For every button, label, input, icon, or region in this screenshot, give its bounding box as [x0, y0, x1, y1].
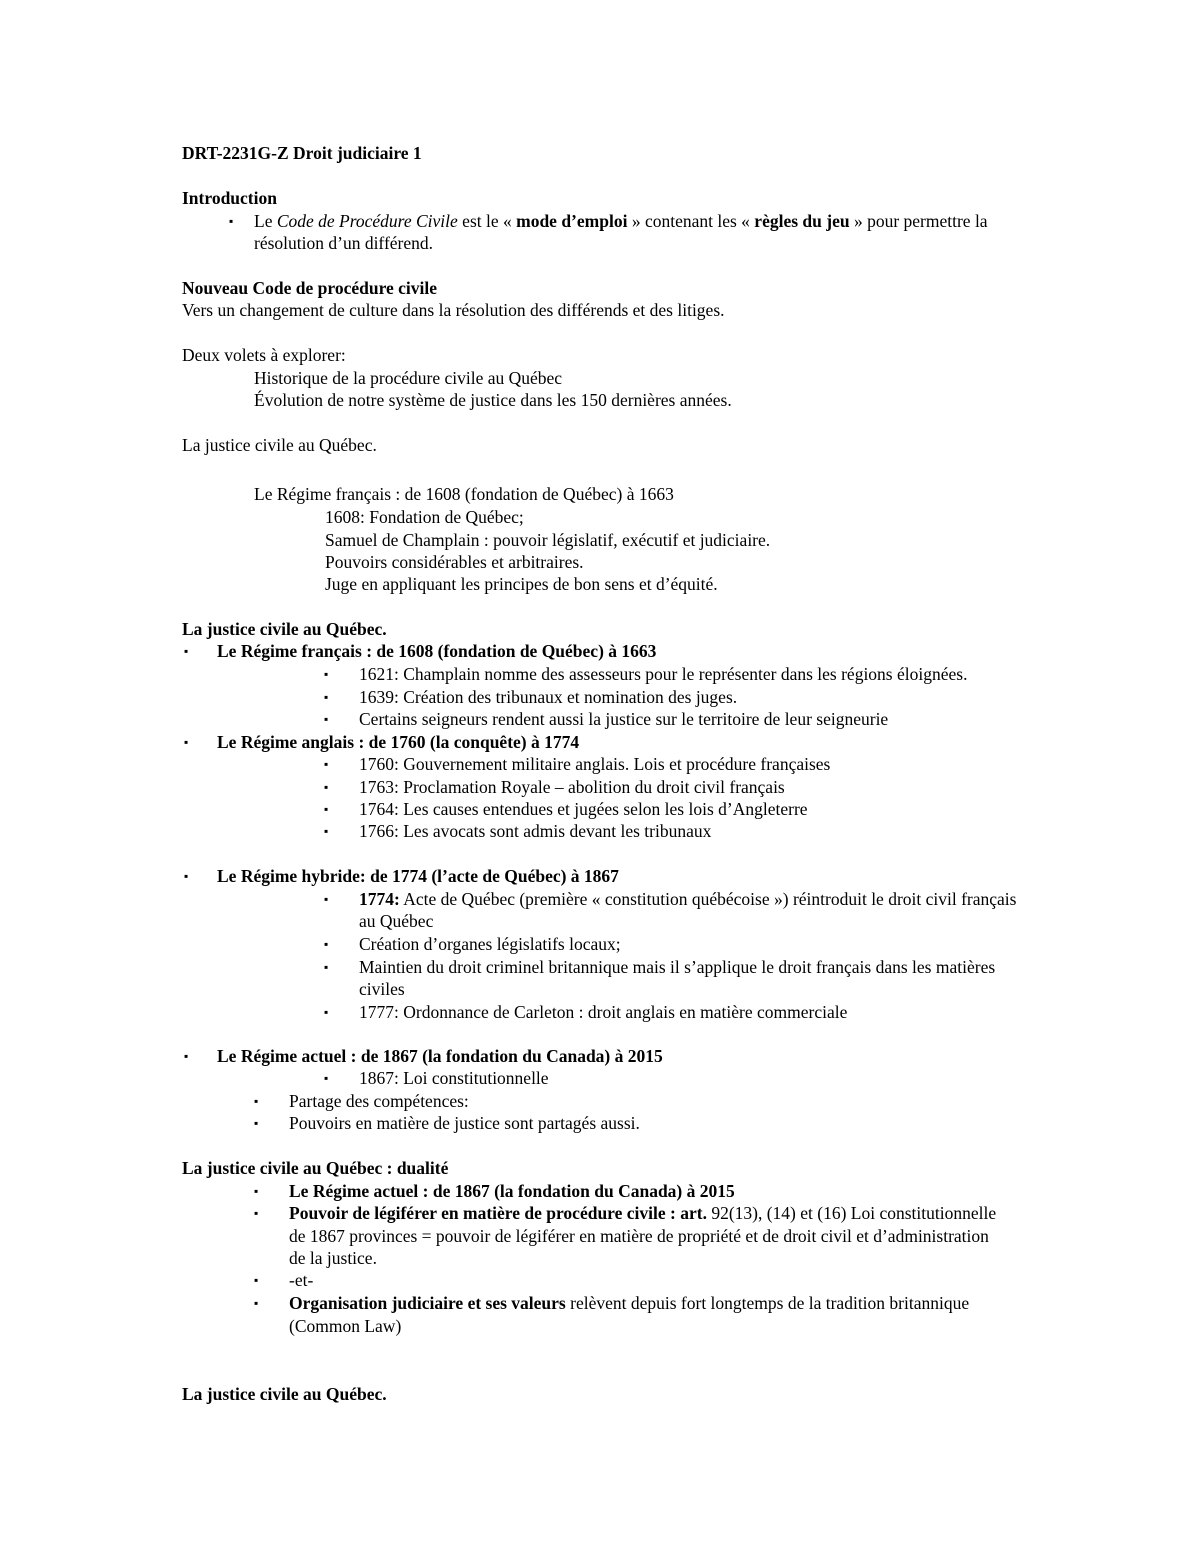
bullet-icon: ▪: [184, 1049, 189, 1063]
list-item: Juge en appliquant les principes de bon sens et d’équité.: [325, 574, 718, 594]
list-item: 1764: Les causes entendues et jugées selon les lois d’Angleterre: [359, 799, 808, 819]
list-item: Pouvoirs considérables et arbitraires.: [325, 552, 584, 572]
volet-item: Historique de la procédure civile au Québec: [254, 368, 563, 388]
regime-heading: Le Régime hybride: de 1774 (l’acte de Québec) à 1867: [217, 866, 619, 886]
bullet-icon: ▪: [324, 1005, 329, 1019]
intro-line-1: Le Code de Procédure Civile est le « mode d’emploi » contenant les « règles du jeu » pour permettre la: [254, 211, 988, 231]
intro-heading: Introduction: [182, 188, 277, 208]
volet-item: Évolution de notre système de justice dans les 150 dernières années.: [254, 390, 732, 410]
list-item-cont: de 1867 provinces = pouvoir de légiférer en matière de propriété et de droit civil et d’administration: [289, 1226, 989, 1246]
list-item: 1639: Création des tribunaux et nomination des juges.: [359, 687, 738, 707]
bullet-icon: ▪: [324, 1071, 329, 1085]
intro-line-2: résolution d’un différend.: [254, 233, 434, 253]
bullet-icon: ▪: [324, 824, 329, 838]
list-item: 1763: Proclamation Royale – abolition du droit civil français: [359, 777, 785, 797]
bullet-icon: ▪: [324, 780, 329, 794]
ncpc-heading: Nouveau Code de procédure civile: [182, 278, 438, 298]
regime-heading: Le Régime actuel : de 1867 (la fondation du Canada) à 2015: [217, 1046, 663, 1066]
bullet-icon: ▪: [324, 757, 329, 771]
bullet-icon: ▪: [324, 690, 329, 704]
list-item: 1867: Loi constitutionnelle: [359, 1068, 549, 1088]
list-item-cont: de la justice.: [289, 1248, 377, 1268]
bullet-icon: ▪: [254, 1296, 259, 1310]
section-heading: La justice civile au Québec.: [182, 619, 387, 639]
bullet-icon: ▪: [324, 802, 329, 816]
list-item: Le Régime actuel : de 1867 (la fondation du Canada) à 2015: [289, 1181, 735, 1201]
list-item: -et-: [289, 1270, 314, 1290]
bullet-icon: ▪: [254, 1094, 259, 1108]
bullet-icon: ▪: [324, 667, 329, 681]
section-heading: La justice civile au Québec : dualité: [182, 1158, 449, 1178]
bullet-icon: ▪: [254, 1184, 259, 1198]
list-item: Création d’organes législatifs locaux;: [359, 934, 621, 954]
list-item: 1608: Fondation de Québec;: [325, 507, 524, 527]
list-item: Organisation judiciaire et ses valeurs relèvent depuis fort longtemps de la tradition britannique: [289, 1293, 970, 1313]
section-heading: La justice civile au Québec.: [182, 435, 377, 455]
bullet-icon: ▪: [324, 712, 329, 726]
list-item: 1760: Gouvernement militaire anglais. Lois et procédure françaises: [359, 754, 831, 774]
list-item: 1777: Ordonnance de Carleton : droit anglais en matière commerciale: [359, 1002, 848, 1022]
list-item: Pouvoirs en matière de justice sont partagés aussi.: [289, 1113, 640, 1133]
list-item: Certains seigneurs rendent aussi la justice sur le territoire de leur seigneurie: [359, 709, 889, 729]
list-item: Partage des compétences:: [289, 1091, 469, 1111]
bullet-icon: ▪: [254, 1206, 259, 1220]
list-item-cont: (Common Law): [289, 1316, 402, 1336]
list-item: 1774: Acte de Québec (première « constitution québécoise ») réintroduit le droit civil français: [359, 889, 1017, 909]
section-heading: La justice civile au Québec.: [182, 1384, 387, 1404]
list-item: 1621: Champlain nomme des assesseurs pour le représenter dans les régions éloignées.: [359, 664, 968, 684]
regime-line: Le Régime français : de 1608 (fondation de Québec) à 1663: [254, 484, 674, 504]
volets-intro: Deux volets à explorer:: [182, 345, 346, 365]
bullet-icon: ▪: [324, 937, 329, 951]
bullet-icon: ▪: [324, 960, 329, 974]
list-item-cont: au Québec: [359, 911, 434, 931]
bullet-icon: ▪: [229, 214, 234, 228]
ncpc-line: Vers un changement de culture dans la résolution des différends et des litiges.: [182, 300, 725, 320]
bullet-icon: ▪: [254, 1273, 259, 1287]
list-item: Maintien du droit criminel britannique mais il s’applique le droit français dans les matières: [359, 957, 996, 977]
bullet-icon: ▪: [184, 644, 189, 658]
list-item: Samuel de Champlain : pouvoir législatif, exécutif et judiciaire.: [325, 530, 771, 550]
regime-heading: Le Régime français : de 1608 (fondation de Québec) à 1663: [217, 641, 657, 661]
bullet-icon: ▪: [184, 869, 189, 883]
bullet-icon: ▪: [254, 1116, 259, 1130]
list-item-cont: civiles: [359, 979, 405, 999]
bullet-icon: ▪: [184, 735, 189, 749]
list-item: 1766: Les avocats sont admis devant les tribunaux: [359, 821, 712, 841]
list-item: Pouvoir de légiférer en matière de procédure civile : art. 92(13), (14) et (16) Loi constitutionnelle: [289, 1203, 997, 1223]
regime-heading: Le Régime anglais : de 1760 (la conquête) à 1774: [217, 732, 580, 752]
document-title: DRT-2231G-Z Droit judiciaire 1: [182, 143, 422, 163]
bullet-icon: ▪: [324, 892, 329, 906]
